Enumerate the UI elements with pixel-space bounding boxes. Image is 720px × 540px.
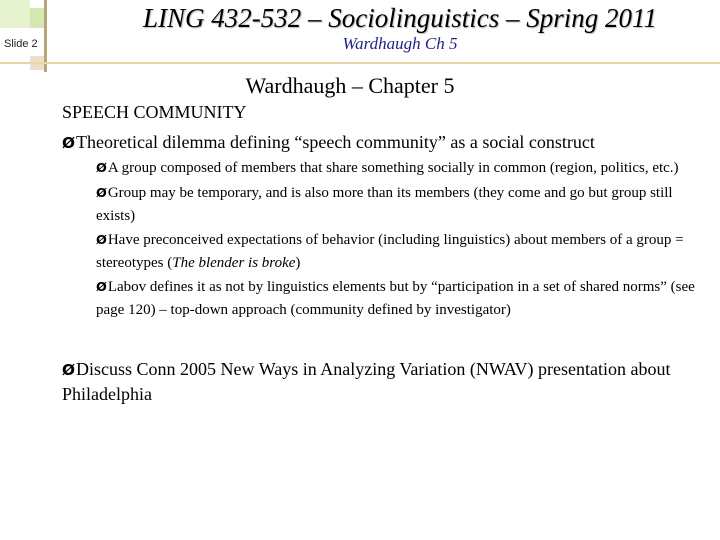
sub-bullet-text-end: )	[295, 255, 301, 271]
slide-number: Slide 2	[4, 38, 38, 50]
corner-decoration	[0, 0, 30, 28]
bullet-text: Theoretical dilemma defining “speech community” as a social construct	[76, 132, 595, 152]
arrow-bullet-icon: Ø	[96, 233, 107, 248]
arrow-bullet-icon: Ø	[62, 134, 76, 152]
sub-bullet-4	[96, 276, 696, 321]
example-sentence: The blender is broke	[172, 255, 296, 271]
sub-bullet-text: Group may be temporary, and is also more than its members (they come and go but group still exists)	[96, 185, 673, 224]
chapter-subtitle: Wardhaugh Ch 5	[342, 34, 458, 53]
arrow-bullet-icon: Ø	[96, 186, 107, 201]
sub-bullet-text: A group composed of members that share something socially in common (region, politics, etc.)	[107, 160, 679, 176]
sub-bullet-2	[96, 182, 696, 227]
arrow-bullet-icon: Ø	[96, 280, 107, 295]
sub-bullet-text: Labov defines it as not by linguistics elements but by “participation in a set of shared norms” (see page 120) – top-down approach (community defined by investigator)	[96, 279, 695, 318]
sub-bullet-text: Have preconceived expectations of behavior (including linguistics) about members of a group = stereotypes (	[96, 232, 684, 271]
header-rule	[0, 62, 720, 64]
sub-bullet-1	[96, 157, 696, 180]
section-title: SPEECH COMMUNITY	[62, 102, 247, 122]
arrow-bullet-icon: Ø	[96, 161, 107, 176]
arrow-bullet-icon: Ø	[62, 361, 76, 379]
slide-body	[62, 100, 702, 406]
sub-bullet-3	[96, 229, 696, 274]
bullet-text: Discuss Conn 2005 New Ways in Analyzing Variation (NWAV) presentation about Philadelphia	[62, 359, 671, 404]
bullet-point-2	[62, 357, 702, 406]
slide-heading: Wardhaugh – Chapter 5	[245, 73, 455, 98]
course-title: LING 432-532 – Sociolinguistics – Spring 2011	[142, 3, 657, 33]
bullet-point-1	[62, 130, 702, 155]
